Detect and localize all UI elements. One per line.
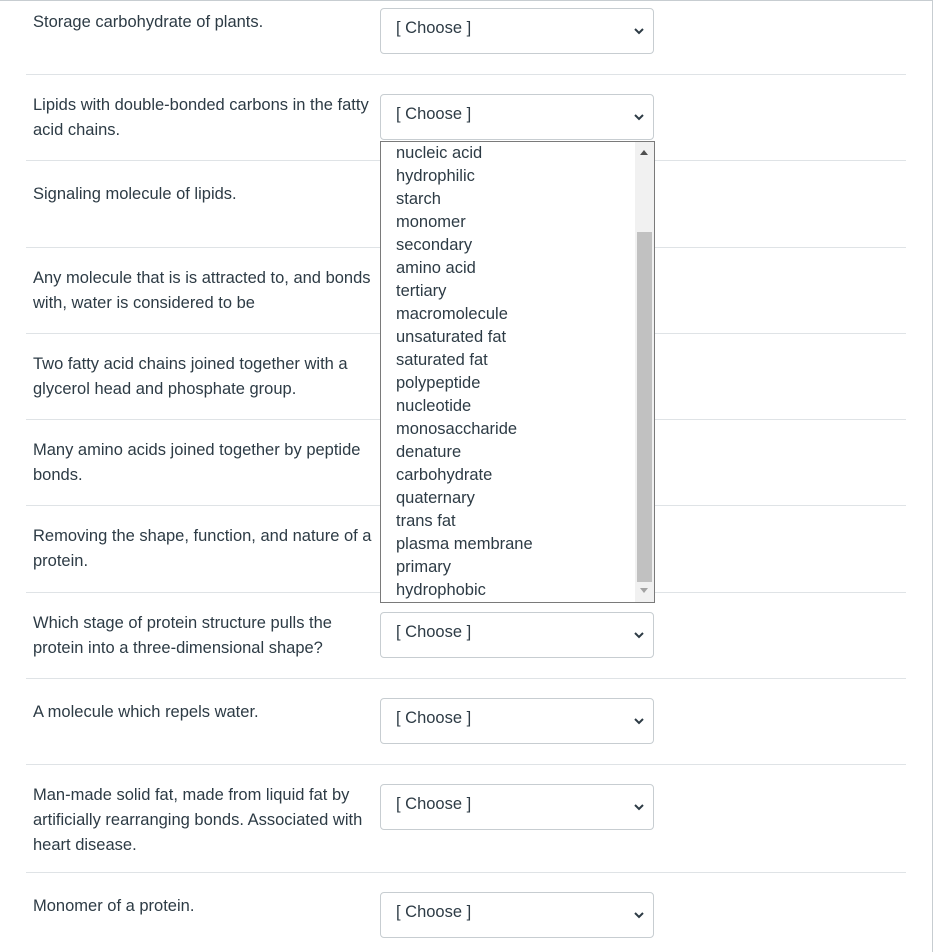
select-value: [ Choose ] (396, 623, 472, 641)
question-text: Signaling molecule of lipids. (33, 185, 237, 203)
scroll-down-icon[interactable] (640, 588, 648, 593)
dropdown-option[interactable]: trans fat (396, 512, 456, 530)
row-divider (26, 872, 906, 873)
chevron-down-icon (633, 801, 645, 813)
select-value: [ Choose ] (396, 709, 472, 727)
dropdown-option[interactable]: secondary (396, 236, 473, 254)
dropdown-list[interactable] (380, 141, 655, 603)
question-text: Lipids with double-bonded carbons in the fatty acid chains. (33, 96, 369, 139)
dropdown-option[interactable]: denature (396, 443, 462, 461)
scrollbar-thumb[interactable] (637, 232, 652, 582)
dropdown-option[interactable]: monomer (396, 213, 466, 231)
question-text: Man-made solid fat, made from liquid fat by artificially rearranging bonds. Associated with heart disease. (33, 786, 363, 854)
answer-select[interactable] (380, 612, 654, 658)
dropdown-option[interactable]: monosaccharide (396, 420, 518, 438)
select-value: [ Choose ] (396, 795, 472, 813)
dropdown-option[interactable]: hydrophobic (396, 581, 486, 599)
row-divider (26, 678, 906, 679)
question-text: Many amino acids joined together by peptide bonds. (33, 441, 361, 484)
question-text: A molecule which repels water. (33, 703, 259, 721)
question-text: Removing the shape, function, and nature of a protein. (33, 527, 372, 570)
dropdown-scrollbar[interactable] (635, 142, 654, 602)
chevron-down-icon (633, 111, 645, 123)
dropdown-option[interactable]: carbohydrate (396, 466, 493, 484)
question-text: Two fatty acid chains joined together with a glycerol head and phosphate group. (33, 355, 348, 398)
select-value: [ Choose ] (396, 903, 472, 921)
chevron-down-icon (633, 25, 645, 37)
dropdown-option[interactable]: macromolecule (396, 305, 508, 323)
question-text: Which stage of protein structure pulls the protein into a three-dimensional shape? (33, 614, 332, 657)
dropdown-option[interactable]: nucleotide (396, 397, 472, 415)
question-text: Storage carbohydrate of plants. (33, 13, 264, 31)
answer-select[interactable] (380, 8, 654, 54)
chevron-down-icon (633, 715, 645, 727)
dropdown-option[interactable]: nucleic acid (396, 144, 483, 162)
dropdown-option[interactable]: quaternary (396, 489, 475, 507)
question-text: Monomer of a protein. (33, 897, 195, 915)
dropdown-option[interactable]: amino acid (396, 259, 476, 277)
dropdown-option[interactable]: hydrophilic (396, 167, 475, 185)
dropdown-option[interactable]: saturated fat (396, 351, 488, 369)
dropdown-option[interactable]: tertiary (396, 282, 447, 300)
select-value: [ Choose ] (396, 105, 472, 123)
scroll-up-icon[interactable] (640, 150, 648, 155)
dropdown-option[interactable]: starch (396, 190, 441, 208)
row-divider (26, 764, 906, 765)
chevron-down-icon (633, 629, 645, 641)
dropdown-option[interactable]: polypeptide (396, 374, 481, 392)
answer-select[interactable] (380, 784, 654, 830)
row-divider (26, 74, 906, 75)
answer-select-open[interactable] (380, 94, 654, 140)
dropdown-option[interactable]: primary (396, 558, 452, 576)
question-text: Any molecule that is is attracted to, and bonds with, water is considered to be (33, 269, 371, 312)
dropdown-option[interactable]: plasma membrane (396, 535, 533, 553)
select-value: [ Choose ] (396, 19, 472, 37)
dropdown-option[interactable]: unsaturated fat (396, 328, 507, 346)
answer-select[interactable] (380, 892, 654, 938)
chevron-down-icon (633, 909, 645, 921)
answer-select[interactable] (380, 698, 654, 744)
